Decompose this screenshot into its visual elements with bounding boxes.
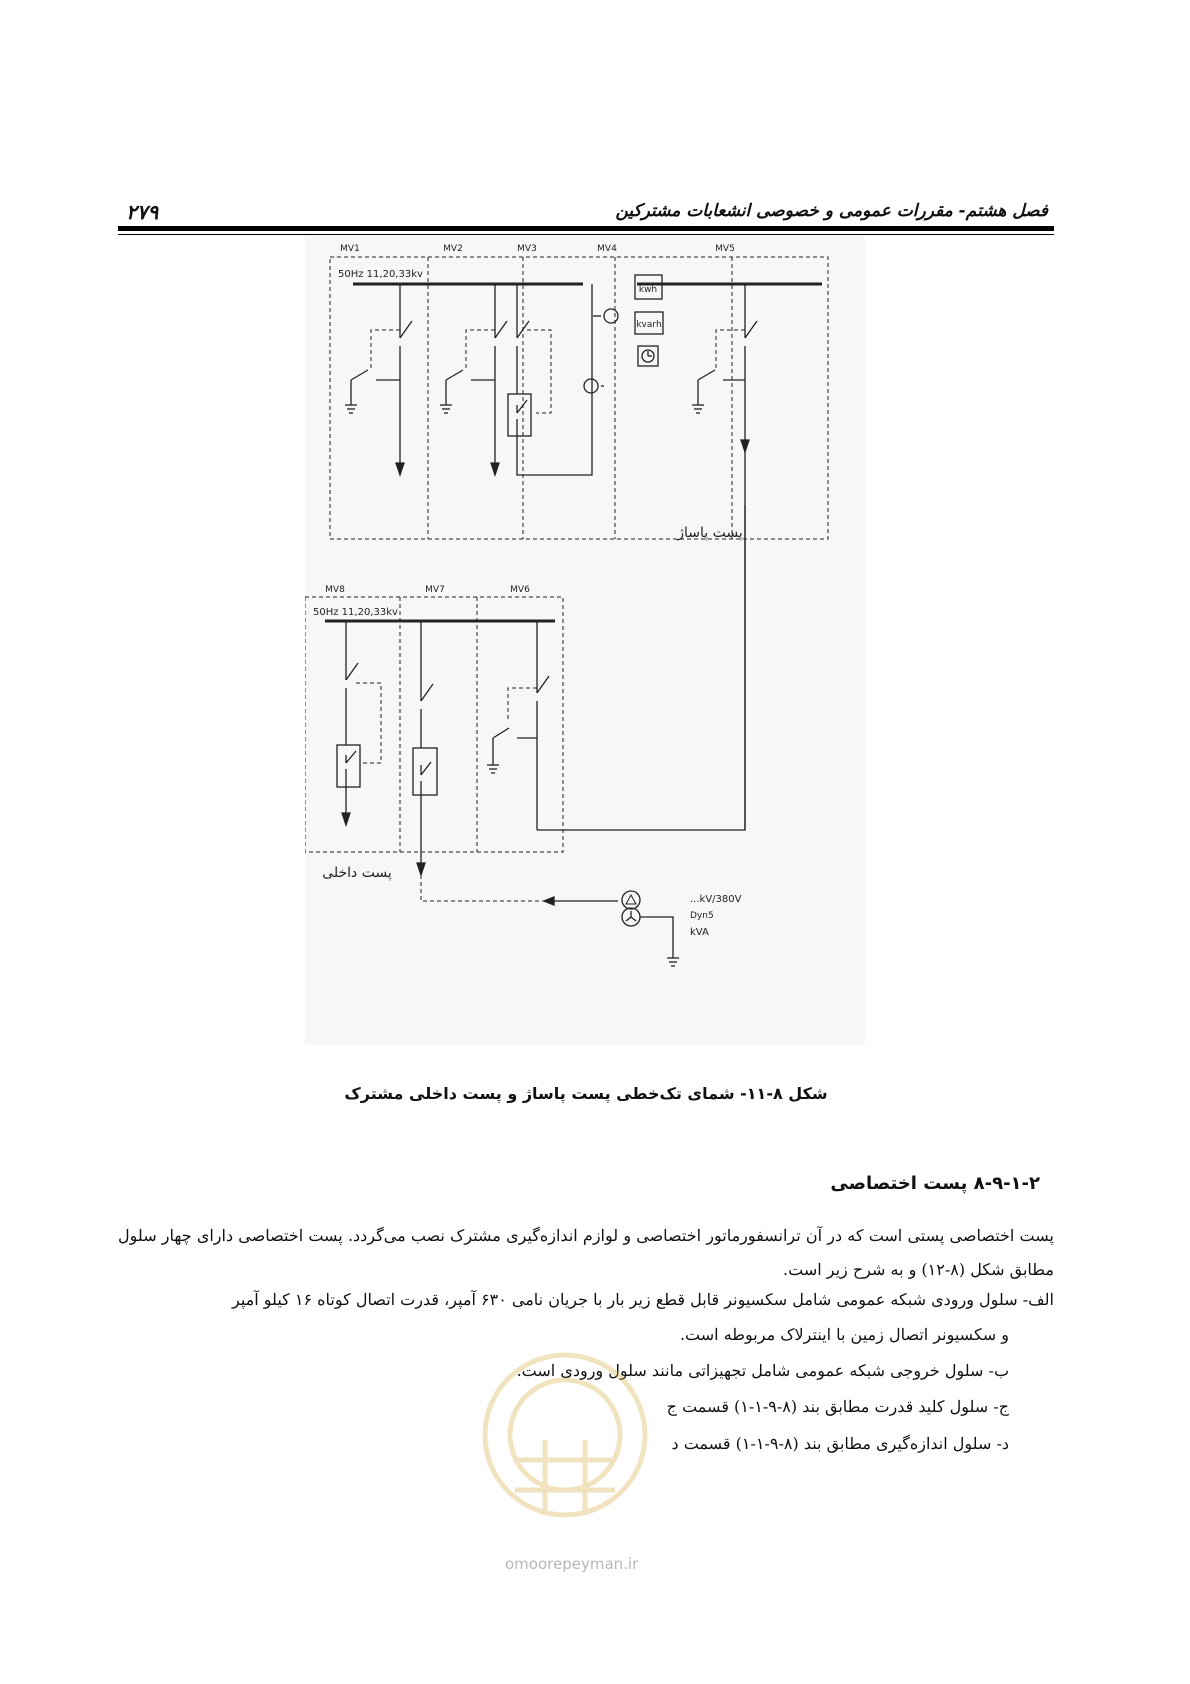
cell-label-mv3: MV3	[517, 244, 537, 254]
list-item-c: ج- سلول کلید قدرت مطابق بند (۸-۹-۱-۱) قسمت ج	[666, 1397, 1009, 1416]
list-item-a-line1: الف- سلول ورودی شبکه عمومی شامل سکسیونر قابل قطع زیر بار با جریان نامی ۶۳۰ آمپر، قدرت اتصال کوتاه ۱۶ کیلو آمپر	[232, 1290, 1054, 1309]
meter-kwh-label: kwh	[638, 285, 658, 295]
top-busbar-label: 50Hz 11,20,33kv	[338, 269, 423, 280]
watermark-logo	[470, 1340, 660, 1540]
bottom-busbar-label: 50Hz 11,20,33kv	[313, 607, 398, 618]
cell-label-mv1: MV1	[340, 244, 360, 254]
figure-caption: شکل ۸-۱۱- شمای تک‌خطی پست پاساژ و پست داخلی مشترک	[344, 1084, 828, 1103]
list-item-a-line2: و سکسیونر اتصال زمین با اینترلاک مربوطه است.	[679, 1325, 1009, 1344]
cell-label-mv5: MV5	[715, 244, 735, 254]
transformer-rating: kVA	[690, 927, 709, 938]
single-line-diagram	[305, 235, 865, 1045]
list-item-d: د- سلول اندازه‌گیری مطابق بند (۸-۹-۱-۱) قسمت د	[671, 1434, 1009, 1453]
bottom-station-label: پست داخلی	[322, 865, 392, 881]
top-station-label: پست پاساژ	[677, 525, 743, 541]
cell-label-mv4: MV4	[597, 244, 617, 254]
list-item-b: ب- سلول خروجی شبکه عمومی شامل تجهیزاتی مانند سلول ورودی است.	[516, 1361, 1009, 1380]
header-rule	[118, 226, 1054, 231]
cell-label-mv6: MV6	[510, 585, 530, 595]
body-paragraph: پست اختصاصی پستی است که در آن ترانسفورماتور اختصاصی و لوازم اندازه‌گیری مشترک نصب می‌گردد. پست اختصاصی دارای چهار سلول مطابق شکل (۸-۱۲) و به شرح زیر است.	[118, 1226, 1054, 1279]
footer-url: omoorepeyman.ir	[505, 1555, 639, 1573]
running-title: فصل هشتم- مقررات عمومی و خصوصی انشعابات مشترکین	[615, 201, 1048, 221]
page-number: ۲۷۹	[126, 200, 159, 224]
transformer-vector-group: Dyn5	[690, 911, 714, 921]
cell-label-mv8: MV8	[325, 585, 345, 595]
section-heading: ۸-۹-۱-۲ پست اختصاصی	[830, 1173, 1040, 1194]
cell-label-mv7: MV7	[425, 585, 445, 595]
cell-label-mv2: MV2	[443, 244, 463, 254]
meter-kvarh-label: kvarh	[636, 320, 662, 330]
transformer-voltage: ...kV/380V	[690, 894, 742, 905]
